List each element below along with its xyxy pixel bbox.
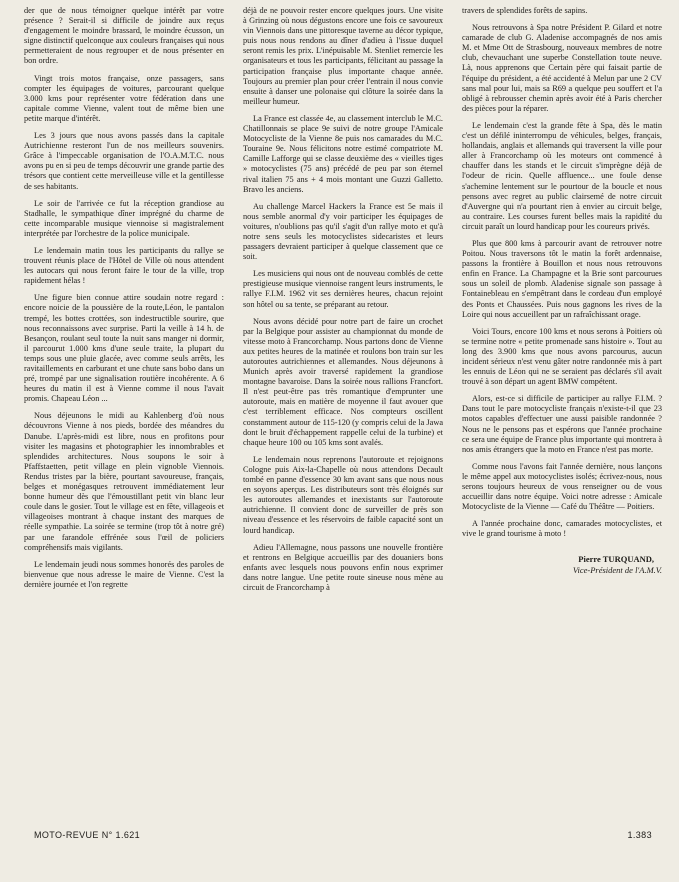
paragraph: A l'année prochaine donc, camarades motocyclistes, et vive le grand tourisme à moto ! bbox=[462, 519, 662, 539]
author-role: Vice-Président de l'A.M.V. bbox=[572, 564, 662, 575]
author-name: Pierre TURQUAND, bbox=[578, 553, 654, 564]
paragraph: Le soir de l'arrivée ce fut la réception grandiose au Stadhalle, le sympathique dîner imprégné du charme de cette incomparable musique viennoise si magistralement interprétée par l'orchestre de la police municipale. bbox=[24, 198, 224, 238]
article-column-right bbox=[462, 6, 662, 826]
paragraph: Plus que 800 kms à parcourir avant de retrouver notre Poitou. Nous traversons tôt le matin la forêt ardennaise, passons la frontière à Bouillon et nous nous retrouvons enfin en France. La Champagne et la Brie sont parcourues sous un soleil de plomb. Aladenise signale son passage à Fontainebleau en s'empêtrant dans le cordeau d'un employé des Ponts et Chaussées. Puis nous gagnons les rives de la Loire qui nous accueillent par un rafraîchissant orage. bbox=[462, 238, 662, 319]
paragraph: Le lendemain jeudi nous sommes honorés des paroles de bienvenue que nous adresse le maire de Vienne. C'est la dernière journée et l'on regrette bbox=[24, 559, 224, 589]
paragraph: Une figure bien connue attire soudain notre regard : encore noicie de la poussière de la route,Léon, le pantalon trempé, les bottes crottées, son indestructible sourire, que nous reconnaissons avec surprise. Parti la veille à 14 h. de Besançon, roulant seul toute la nuit sans manger ni dormir, il parcourut 1.000 kms d'une seule traite, la plupart du temps sous une pluie glacée, avec comme seuls arrêts, les ravitaillements en carburant et une chute sans bobo dans un pré, trompé par une signalisation routière incohérente. A 6 heures du matin il est à Vienne comme il nous l'avait promis. Chapeau Léon ... bbox=[24, 293, 224, 404]
paragraph: Le lendemain matin tous les participants du rallye se trouvent réunis place de l'Hôtel de Ville où nous attendent les autocars qui nous feront faire le tour de la ville, trop rapidement hélas ! bbox=[24, 245, 224, 286]
footer-publication: MOTO-REVUE N° 1.621 bbox=[34, 830, 141, 840]
paragraph: Nous retrouvons à Spa notre Président P. Gilard et notre camarade de club G. Aladenise accompagnés de nos amis M. et Mme Ott de Strasbourg, nouveaux membres de notre club, chevauchant une superbe Constellation toute neuve. Là, nous apprenons que Certain père qui faisait partie de l'équipe du président, a été accidenté à Melun par une 2 CV sans mal pour lui, mais sa R69 a quelque peu souffert et l'a obligé à rebrousser chemin après avoir été à Paris chercher des pièces pour la réparer. bbox=[462, 23, 662, 113]
article-column-middle bbox=[243, 6, 443, 826]
article-columns bbox=[24, 6, 662, 826]
paragraph: Comme nous l'avons fait l'année dernière, nous lançons le même appel aux motocyclistes isolés; écrivez-nous, nous serons toujours heureux de vous renseigner ou de vous accueillir dans notre équipe. Voici notre adresse : Amicale Motocycliste de la Vienne — Café du Théâtre — Poitiers. bbox=[462, 461, 662, 512]
page-footer bbox=[24, 830, 662, 844]
paragraph: Nous avons décidé pour notre part de faire un crochet par la Belgique pour assister au championnat du monde de vitesse moto à Francorchamp. Nous partons donc de Vienne aux petites heures de la matinée et roulons bon train sur les autoroutes autrichiennes et allemandes. Nous déjeunons à Munich après avoir traversé rapidement la grandiose montagne bavaroise. Dans la soirée nous rallions Francfort. Il n'est peut-être pas très romantique d'emprunter une autoroute, mais en matière de moyenne il faut avouer que c'est terriblement efficace. Nos compteurs oscillent constamment autour de 115-120 (y compris celui de la Jawa dont le bruit d'échappement rappelle celui de la turbine) et chaque heure 100 ou 105 kms sont avalés. bbox=[243, 316, 443, 447]
paragraph: Voici Tours, encore 100 kms et nous serons à Poitiers où se termine notre « petite promenade sans histoire ». Tout au long des 3.900 kms que nous avons parcourus, aucun incident sérieux n'est venu gâter notre randonnée mis à part les ennuis de Léon qui ne se seraient pas déclarés s'il avait trouvé à son départ un agent BMW compétent. bbox=[462, 326, 662, 387]
paragraph: La France est classée 4e, au classement interclub le M.C. Chatillonnais se place 9e suivi de notre groupe l'Amicale Motocycliste de la Vienne 8e puis nos camarades du M.C. Tourainе 9e. Nous félicitons notre estimé compatriote M. Camille Lafforge qui se classe deuxième des « vieilles tiges » motocyclistes (75 ans) précédé de peu par son éternel rival italien 75 ans + 4 mois montant une Guzzi Galletto. Bravo les anciens. bbox=[243, 113, 443, 194]
paragraph: travers de splendides forêts de sapins. bbox=[462, 6, 588, 15]
page-number: 1.383 bbox=[627, 830, 652, 840]
author-signature bbox=[462, 554, 662, 576]
paragraph: déjà de ne pouvoir rester encore quelques jours. Une visite à Grinzing où nous dégustons encore une fois ce savoureux vin Viennois dans une pittoresque taverne au décor typique, puis nous nous rendons au dîner d'adieu à l'issue duquel seront remis les prix. L'inépuisable M. Stenliet remercie les organisateurs et tous les participants, félicitant au passage la participation française plus importante chaque année. Toujours au premier plan pour créer l'entrain il nous convie ensuite à danser une polonaise qui clôture la soirée dans la meilleur humeur. bbox=[243, 6, 443, 106]
paragraph: Le lendemain nous reprenons l'autoroute et rejoignons Cologne puis Aix-la-Chapelle où nous attendons Decault tombé en panne d'essence 30 km avant sans que nous nous en soyons aperçus. Les distributeurs sont très éloignés sur les autoroutes allemandes et inexistants sur l'autoroute autrichienne. Il convient donc de surveiller de près son niveau d'essence et les réservoirs de faible capacité sont un lourd handicap. bbox=[243, 454, 443, 535]
paragraph: Les musiciens qui nous ont de nouveau comblés de cette prestigieuse musique viennoise rangent leurs instruments, le rallye F.I.M. 1962 vit ses dernières heures, chacun rejoint son hôtel ou sa tente, se préparant au retour. bbox=[243, 269, 443, 309]
article-column-left bbox=[24, 6, 224, 826]
paragraph: der que de nous témoigner quelque intérêt par votre présence ? Serait-il si difficile de joindre aux reçus d'engagement le moindre brassard, le moindre écusson, un signe distinctif quelconque aux couleurs françaises qui nous permetteraient de nous regrouper et de nous présenter en bon ordre. bbox=[24, 6, 224, 66]
paragraph: Le lendemain c'est la grande fête à Spa, dès le matin c'est un défilé ininterrompu de véhicules, belges, français, hollandais, anglais et allemands qui traversent la ville pour aller à Francorchamp où les moteurs ont commencé à chauffer dans les stands et le circuit s'imprègne déjà de l'odeur de ricin. Quelle affluence... une foule dense s'achemine lentement sur le pourtour de la boucle et nous pensons avec regret au public clairsemé de notre circuit d'Auvergne qui n'a pourtant rien à envier au circuit belge, au contraire. Les courses furent belles mais la rapidité du circuit paraît un lourd handicap pour les coureurs privés. bbox=[462, 120, 662, 231]
paragraph: Les 3 jours que nous avons passés dans la capitale Autrichienne resteront l'un de nos meilleurs souvenirs. Grâce à l'impeccable organisation de l'O.A.M.T.C. nous avons pu en si peu de temps découvrir une grande partie des trésors que contient cette merveilleuse ville et la gentillesse de ses habitants. bbox=[24, 131, 224, 191]
paragraph: Vingt trois motos française, onze passagers, sans compter les équipages de voitures, parcourant quelque 3.000 kms pour représenter votre fédération dans une capitale comme Vienne, valent tout de même bien une petite marque d'intérêt. bbox=[24, 73, 224, 123]
paragraph: Au challenge Marcel Hackers la France est 5e mais il nous semble anormal d'y voir participer les équipages de voitures, n'oublions pas qu'il s'agit d'un rallye moto et qu'à notre sens seuls les motocyclistes sidecaristes et leurs passagers devraient participer à quelque classement que ce soit. bbox=[243, 201, 443, 262]
paragraph: Nous déjeunons le midi au Kahlenberg d'où nous découvrons Vienne à nos pieds, bordée des méandres du Danube. L'après-midi est libre, nous en profitons pour visiter les magasins et photographier les innombrables et splendides architectures. Nous soupons le soir à Pfaffstaetten, petit village en plein vignoble Viennois. Rendus tristes par la bière, pourtant savoureuse, français, belges et monégasques retrouvent immédiatement leur bonne humeur dès que l'émoustillant petit vin blanc leur coule dans le gosier. Tout le village est en fête, villageois et villageoises montrant à chaque instant des marques de réelle sympathie. La soirée se termine (trop tôt à notre gré) par une farandole effrénée sous l'œil de policiers compréhensifs mais vigilants. bbox=[24, 411, 224, 552]
paragraph: Alors, est-ce si difficile de participer au rallye F.I.M. ? Dans tout le pare motocycliste français n'existe-t-il que 23 motos capables d'effectuer une aussi paisible randonnée ? Nous ne le pensons pas et espérons que l'année prochaine ce sera une équipe de France plus importante qui montrera à nos amis étrangers que la moto en France n'est pas morte. bbox=[462, 394, 662, 454]
paragraph: Adieu l'Allemagne, nous passons une nouvelle frontière et rentrons en Belgique accueillis par des douaniers bons enfants avec lesquels nous pouvons enfin nous exprimer dans notre langue. Une petite route sineuse nous mène au circuit de Francorchamp à bbox=[243, 542, 443, 592]
